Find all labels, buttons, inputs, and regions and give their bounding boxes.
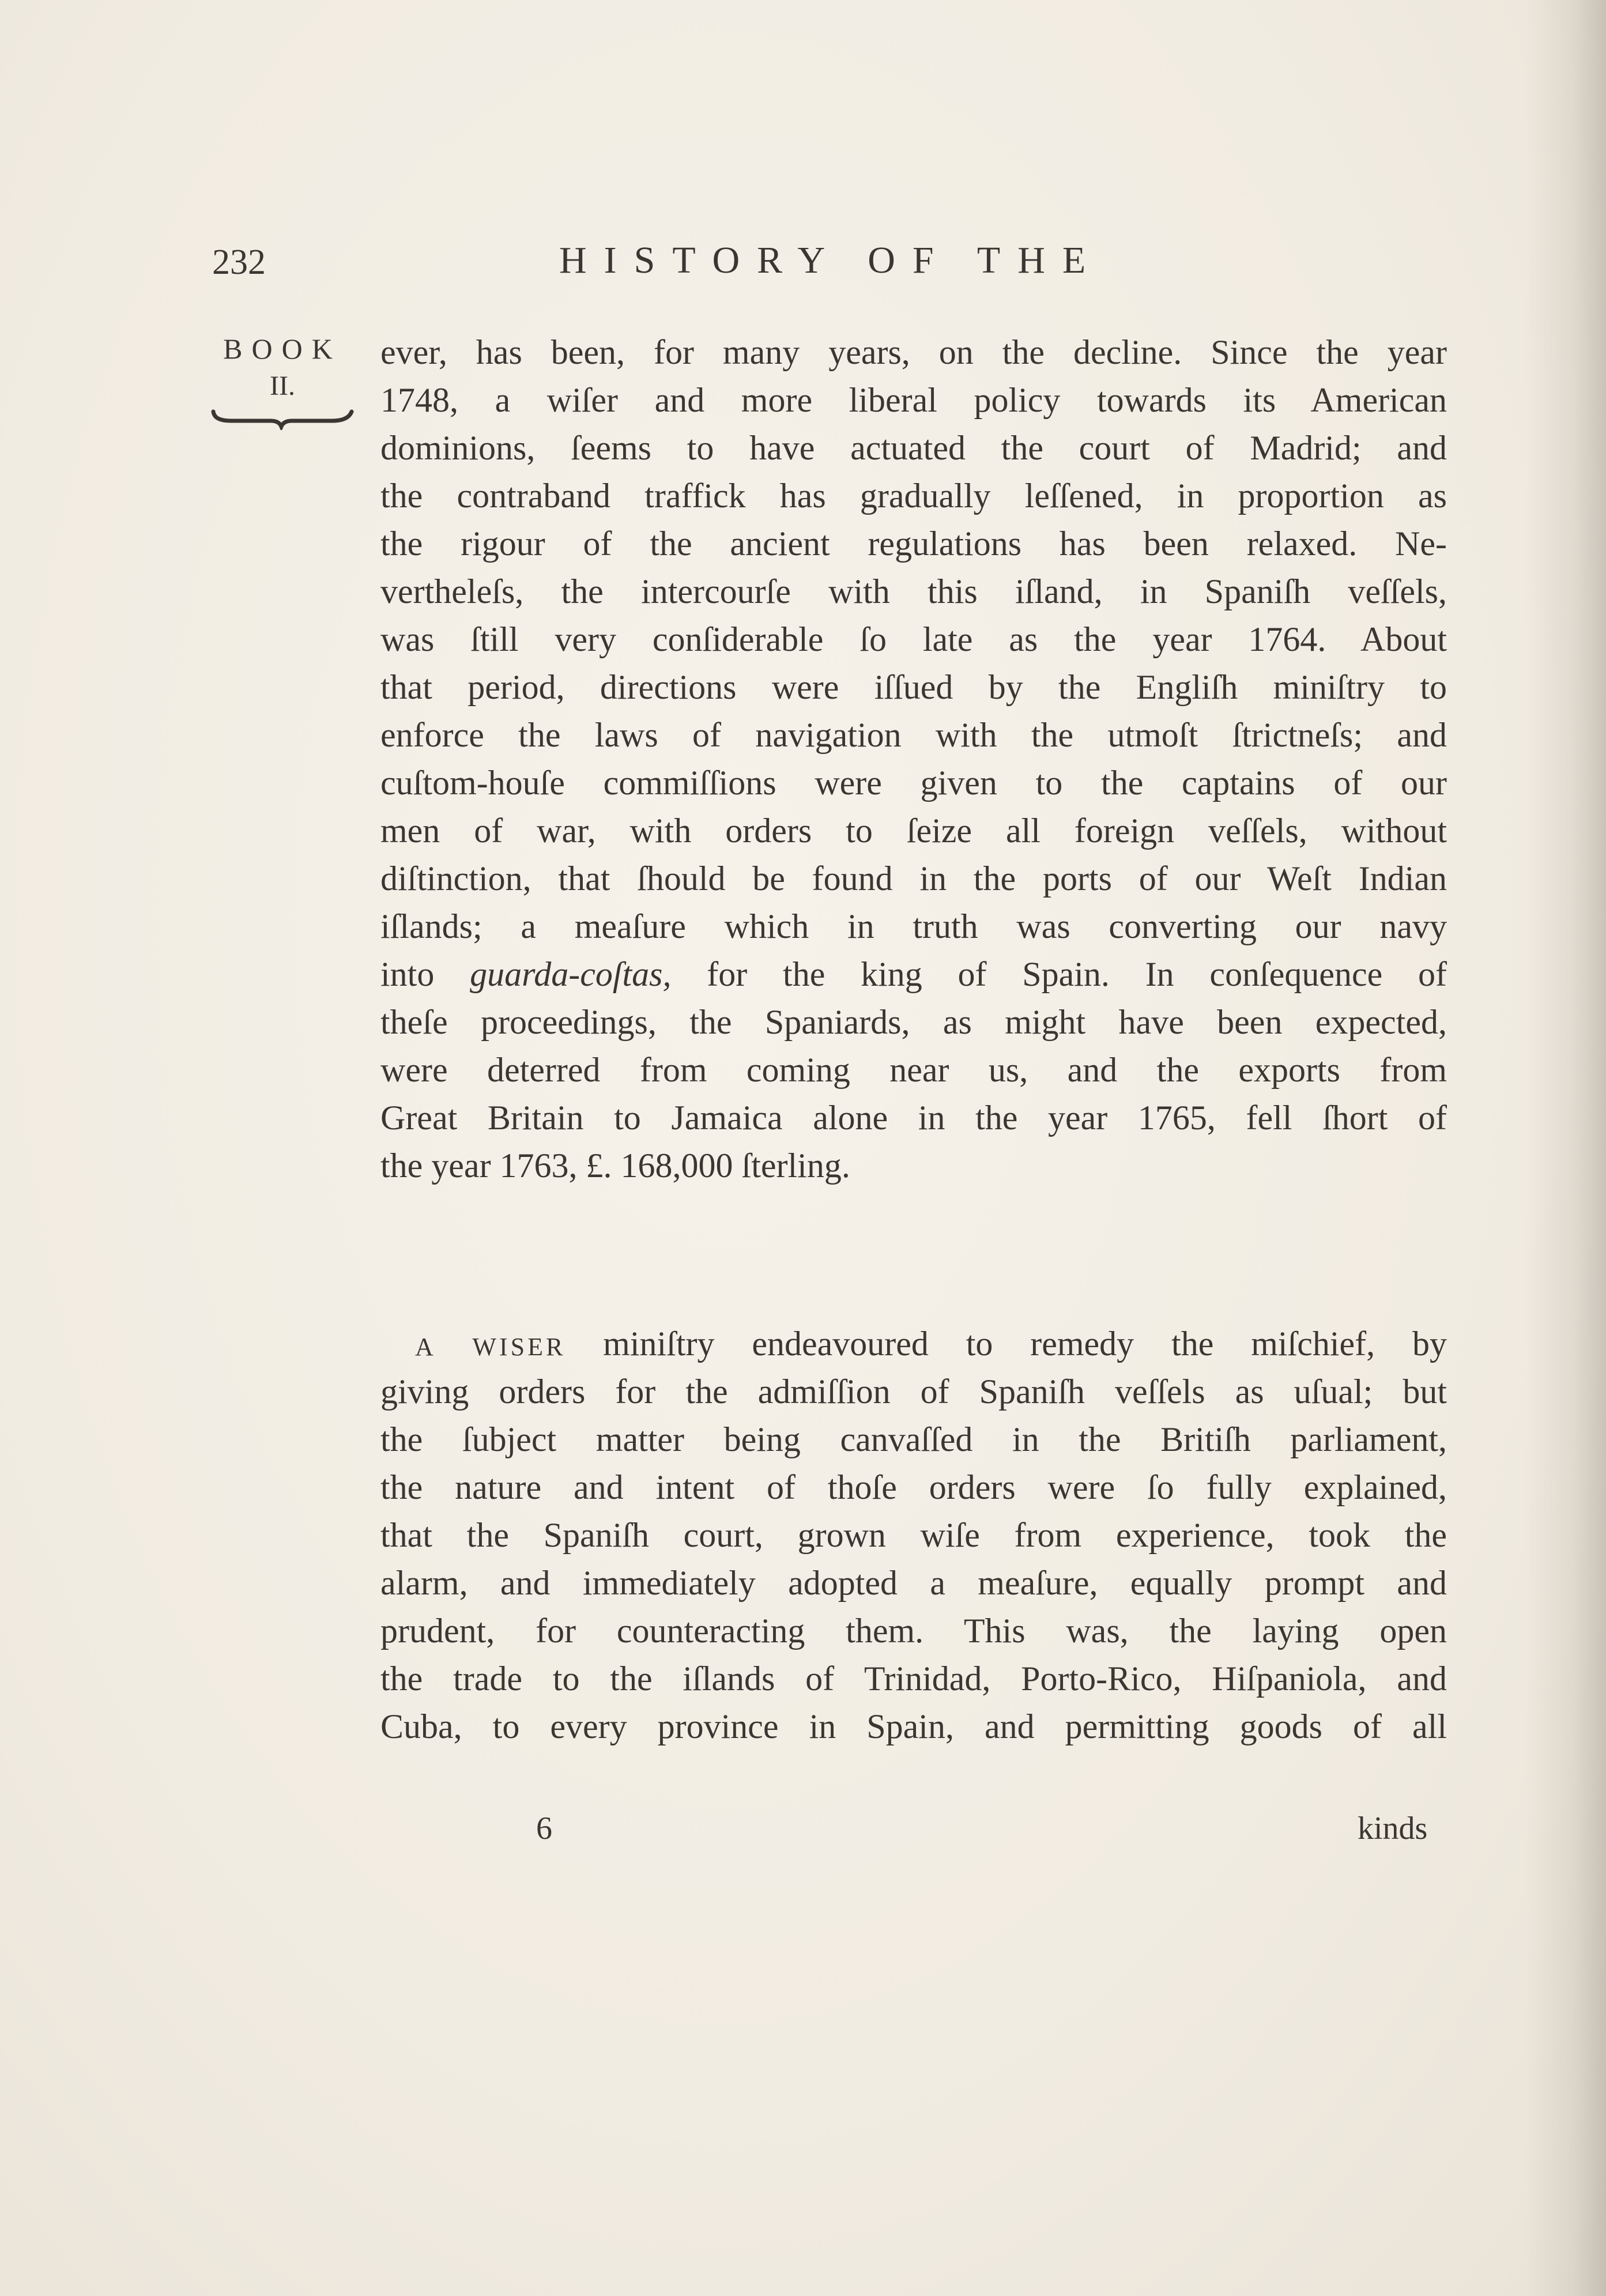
text-line: the contraband traffick has gradually leſſened, in proportion as: [380, 477, 1447, 515]
text-line: theſe proceedings, the Spaniards, as might have been expected,: [380, 1003, 1447, 1041]
page-footer: [0, 1810, 1606, 1862]
text-line: Great Britain to Jamaica alone in the year 1765, fell ſhort of: [380, 1099, 1447, 1137]
text-line: [380, 1320, 1447, 1368]
text-run: into: [380, 955, 470, 993]
paragraph-1: [380, 329, 1447, 1190]
page-number: 232: [212, 243, 266, 282]
binding-gutter-shadow: [1525, 0, 1606, 2296]
margin-book-label: BOOK: [223, 333, 342, 365]
margin-volume-label: II.: [270, 371, 295, 401]
text-line: vertheleſs, the intercourſe with this iſland, in Spaniſh veſſels,: [380, 572, 1447, 610]
margin-note: [196, 329, 369, 430]
text-line: diſtinction, that ſhould be found in the ports of our Weſt Indian: [380, 859, 1447, 898]
text-line: prudent, for counteracting them. This was, the laying open: [380, 1612, 1447, 1650]
signature-mark: 6: [536, 1811, 552, 1846]
text-line: enforce the laws of navigation with the utmoſt ſtrictneſs; and: [380, 716, 1447, 754]
text-line: the rigour of the ancient regulations has been relaxed. Ne-: [380, 525, 1447, 563]
text-line: [380, 951, 1447, 998]
text-run: miniſtry endeavoured to remedy the miſchief, by: [566, 1325, 1447, 1363]
text-line: were deterred from coming near us, and the exports from: [380, 1051, 1447, 1089]
text-line: was ſtill very conſiderable ſo late as the year 1764. About: [380, 620, 1447, 658]
text-line: the ſubject matter being canvaſſed in the Britiſh parliament,: [380, 1420, 1447, 1458]
text-line: Cuba, to every province in Spain, and permitting goods of all: [380, 1707, 1447, 1745]
italic-text: guarda-coſtas,: [470, 955, 672, 993]
text-line: men of war, with orders to ſeize all foreign veſſels, without: [380, 812, 1447, 850]
text-line: cuſtom-houſe commiſſions were given to the captains of our: [380, 764, 1447, 802]
text-run: for the king of Spain. In conſequence of: [671, 955, 1447, 993]
smallcaps-lead: A WISER: [415, 1333, 566, 1361]
text-line: iſlands; a meaſure which in truth was converting our navy: [380, 907, 1447, 945]
text-line: 1748, a wiſer and more liberal policy towards its American: [380, 381, 1447, 419]
text-line: alarm, and immediately adopted a meaſure, equally prompt and: [380, 1564, 1447, 1602]
text-line: the year 1763, £. 168,000 ſterling.: [380, 1147, 850, 1185]
running-title: HISTORY OF THE: [559, 239, 1103, 281]
text-line: the nature and intent of thoſe orders were ſo fully explained,: [380, 1468, 1447, 1506]
text-line: that period, directions were iſſued by the Engliſh miniſtry to: [380, 668, 1447, 706]
page-header: [0, 231, 1606, 294]
text-line: ever, has been, for many years, on the decline. Since the year: [380, 333, 1447, 371]
paragraph-2: [380, 1320, 1447, 1751]
catchword: kinds: [1358, 1811, 1428, 1846]
text-line: dominions, ſeems to have actuated the court of Madrid; and: [380, 429, 1447, 467]
text-line: giving orders for the admiſſion of Spaniſh veſſels as uſual; but: [380, 1373, 1447, 1411]
text-line: the trade to the iſlands of Trinidad, Porto-Rico, Hiſpaniola, and: [380, 1660, 1447, 1698]
text-line: that the Spaniſh court, grown wiſe from experience, took the: [380, 1516, 1447, 1554]
brace-flourish-icon: [208, 407, 357, 430]
